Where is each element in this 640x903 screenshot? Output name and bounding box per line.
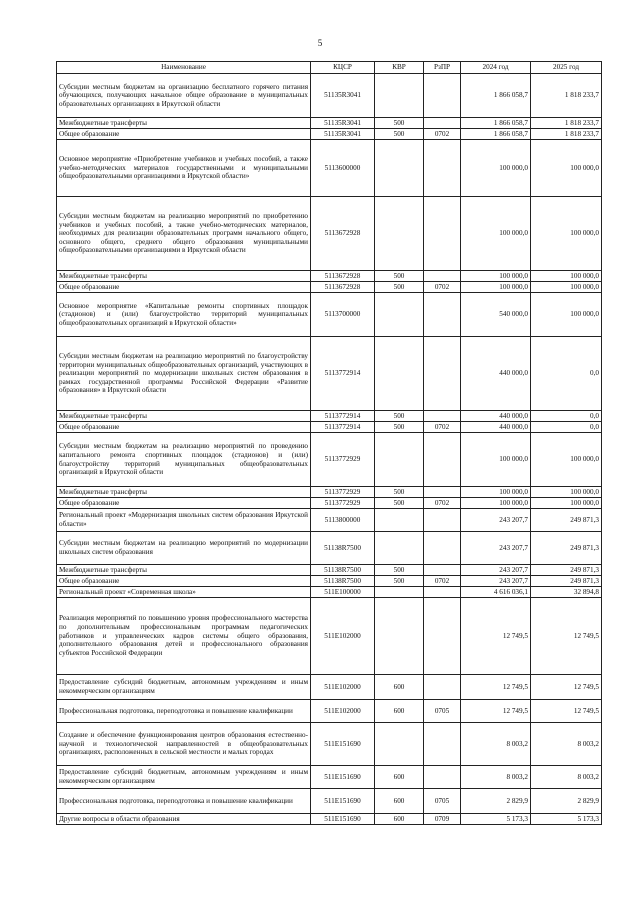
table-row <box>57 293 602 337</box>
row-2025: 249 871,3 <box>531 565 602 576</box>
row-rzpr <box>424 532 461 565</box>
row-kcsr: 511E102000 <box>311 598 375 675</box>
row-name: Межбюджетные трансферты <box>57 118 311 129</box>
table-row <box>57 587 602 598</box>
row-name: Основное мероприятие «Капитальные ремонты спортивных площадок (стадионов) и (или) благоустройство территорий муниципальных общеобразовательных организаций в Иркутской области» <box>57 293 311 337</box>
row-kcsr: 511E100000 <box>311 587 375 598</box>
row-2025: 1 818 233,7 <box>531 74 602 118</box>
row-kcsr: 5113800000 <box>311 509 375 532</box>
row-kvr: 500 <box>375 271 424 282</box>
row-2024: 100 000,0 <box>461 197 531 271</box>
row-name: Субсидии местным бюджетам на реализацию мероприятий по приобретению учебников и учебных пособий, а также учебно-методических материалов, необходимых для реализации образовательных программ начального общего, основного общего, среднего общего образования муниципальными общеобразовательными организациями в Иркутской области <box>57 197 311 271</box>
row-kcsr: 5113772914 <box>311 422 375 433</box>
row-rzpr <box>424 766 461 789</box>
row-kcsr: 5113772929 <box>311 498 375 509</box>
row-name: Общее образование <box>57 422 311 433</box>
row-name: Общее образование <box>57 129 311 140</box>
row-2025: 100 000,0 <box>531 282 602 293</box>
row-2025: 1 818 233,7 <box>531 129 602 140</box>
row-2024: 440 000,0 <box>461 422 531 433</box>
row-2024: 8 003,2 <box>461 723 531 766</box>
row-rzpr <box>424 271 461 282</box>
row-kvr: 500 <box>375 487 424 498</box>
row-kcsr: 511E102000 <box>311 700 375 723</box>
row-name: Общее образование <box>57 576 311 587</box>
row-2024: 243 207,7 <box>461 509 531 532</box>
row-2025: 249 871,3 <box>531 576 602 587</box>
row-kvr <box>375 598 424 675</box>
row-2025: 249 871,3 <box>531 509 602 532</box>
row-2025: 12 749,5 <box>531 598 602 675</box>
table-row <box>57 509 602 532</box>
row-rzpr <box>424 723 461 766</box>
row-kvr <box>375 140 424 197</box>
row-kcsr: 51138R7500 <box>311 576 375 587</box>
row-2024: 100 000,0 <box>461 487 531 498</box>
row-2024: 243 207,7 <box>461 565 531 576</box>
table-row <box>57 337 602 411</box>
row-kcsr: 511E151690 <box>311 814 375 825</box>
row-2024: 8 003,2 <box>461 766 531 789</box>
row-rzpr: 0702 <box>424 576 461 587</box>
row-name: Субсидии местным бюджетам на реализацию мероприятий по проведению капитального ремонта спортивных площадок (стадионов) и (или) благоустройству территорий муниципальных общеобразовательных организаций в Иркутской области <box>57 433 311 487</box>
row-2025: 0,0 <box>531 337 602 411</box>
row-name: Субсидии местным бюджетам на реализацию мероприятий по благоустройству территории муниципальных общеобразовательных организаций, участвующих в реализации мероприятий по модернизации школьных систем образования в рамках государственной программы Российской Федерации «Развитие образования» в Иркутской области <box>57 337 311 411</box>
row-name: Региональный проект «Современная школа» <box>57 587 311 598</box>
row-kvr: 600 <box>375 700 424 723</box>
table-row <box>57 433 602 487</box>
row-rzpr <box>424 587 461 598</box>
row-name: Профессиональная подготовка, переподготовка и повышение квалификации <box>57 789 311 814</box>
row-rzpr <box>424 411 461 422</box>
row-kvr <box>375 433 424 487</box>
table-row <box>57 140 602 197</box>
row-rzpr <box>424 487 461 498</box>
row-name: Межбюджетные трансферты <box>57 271 311 282</box>
row-kvr: 500 <box>375 422 424 433</box>
row-2024: 440 000,0 <box>461 337 531 411</box>
row-kvr <box>375 293 424 337</box>
row-kvr <box>375 587 424 598</box>
row-rzpr <box>424 140 461 197</box>
row-kvr: 500 <box>375 282 424 293</box>
row-2025: 1 818 233,7 <box>531 118 602 129</box>
row-2025: 0,0 <box>531 411 602 422</box>
row-kcsr: 51138R7500 <box>311 532 375 565</box>
table-row <box>57 74 602 118</box>
header-2024: 2024 год <box>461 62 531 74</box>
row-kvr: 600 <box>375 789 424 814</box>
table-row <box>57 271 602 282</box>
row-2024: 1 866 058,7 <box>461 74 531 118</box>
row-name: Общее образование <box>57 498 311 509</box>
row-kcsr: 511E102000 <box>311 675 375 700</box>
header-kcsr: КЦСР <box>311 62 375 74</box>
row-rzpr: 0709 <box>424 814 461 825</box>
row-rzpr <box>424 293 461 337</box>
row-kvr <box>375 723 424 766</box>
row-2024: 4 616 036,1 <box>461 587 531 598</box>
row-rzpr <box>424 118 461 129</box>
row-2025: 249 871,3 <box>531 532 602 565</box>
row-name: Субсидии местным бюджетам на реализацию мероприятий по модернизации школьных систем образования <box>57 532 311 565</box>
row-kvr: 600 <box>375 814 424 825</box>
row-rzpr <box>424 598 461 675</box>
row-rzpr: 0702 <box>424 498 461 509</box>
row-2024: 243 207,7 <box>461 532 531 565</box>
row-kcsr: 5113772914 <box>311 411 375 422</box>
row-2025: 100 000,0 <box>531 293 602 337</box>
row-kcsr: 5113600000 <box>311 140 375 197</box>
row-2025: 32 894,8 <box>531 587 602 598</box>
row-kcsr: 5113772929 <box>311 487 375 498</box>
row-2025: 12 749,5 <box>531 675 602 700</box>
row-kvr: 500 <box>375 576 424 587</box>
row-kvr <box>375 532 424 565</box>
row-2024: 100 000,0 <box>461 282 531 293</box>
row-2025: 100 000,0 <box>531 487 602 498</box>
row-kcsr: 5113672928 <box>311 282 375 293</box>
row-kcsr: 5113772929 <box>311 433 375 487</box>
row-rzpr: 0702 <box>424 282 461 293</box>
page-number: 5 <box>317 38 323 48</box>
row-kvr: 500 <box>375 411 424 422</box>
row-kcsr: 51138R7500 <box>311 565 375 576</box>
row-kcsr: 51135R3041 <box>311 129 375 140</box>
table-row <box>57 498 602 509</box>
table-row <box>57 598 602 675</box>
row-2025: 2 829,9 <box>531 789 602 814</box>
row-name: Основное мероприятие «Приобретение учебников и учебных пособий, а также учебно-методических материалов государственными и муниципальными общеобразовательными организациями в Иркутской области» <box>57 140 311 197</box>
row-2024: 440 000,0 <box>461 411 531 422</box>
table-row <box>57 129 602 140</box>
table-row <box>57 766 602 789</box>
row-2025: 100 000,0 <box>531 140 602 197</box>
row-name: Межбюджетные трансферты <box>57 411 311 422</box>
row-name: Реализация мероприятий по повышению уровня профессионального мастерства по дополнительным профессиональным программам педагогических работников и управленческих кадров системы общего образования, дополнительного образования детей и профессионального образования субъектов Российской Федерации <box>57 598 311 675</box>
table-row <box>57 422 602 433</box>
header-kvr: КВР <box>375 62 424 74</box>
budget-table <box>56 61 602 825</box>
row-2025: 5 173,3 <box>531 814 602 825</box>
table-row <box>57 411 602 422</box>
row-kcsr: 5113672928 <box>311 271 375 282</box>
row-2024: 12 749,5 <box>461 598 531 675</box>
row-kcsr: 5113700000 <box>311 293 375 337</box>
table-row <box>57 700 602 723</box>
row-rzpr: 0705 <box>424 700 461 723</box>
row-2024: 5 173,3 <box>461 814 531 825</box>
row-rzpr: 0705 <box>424 789 461 814</box>
row-2024: 12 749,5 <box>461 700 531 723</box>
table-header-row <box>57 62 602 74</box>
row-2025: 8 003,2 <box>531 723 602 766</box>
table-row <box>57 675 602 700</box>
row-name: Создание и обеспечение функционирования центров образования естественно-научной и технологической направленностей в общеобразовательных организациях, расположенных в сельской местности и малых городах <box>57 723 311 766</box>
row-name: Профессиональная подготовка, переподготовка и повышение квалификации <box>57 700 311 723</box>
row-rzpr <box>424 337 461 411</box>
row-2024: 243 207,7 <box>461 576 531 587</box>
row-2024: 100 000,0 <box>461 140 531 197</box>
row-2025: 12 749,5 <box>531 700 602 723</box>
row-kvr <box>375 74 424 118</box>
row-2024: 100 000,0 <box>461 271 531 282</box>
row-kvr: 500 <box>375 118 424 129</box>
row-rzpr: 0702 <box>424 422 461 433</box>
row-rzpr <box>424 433 461 487</box>
row-name: Предоставление субсидий бюджетным, автономным учреждениям и иным некоммерческим организациям <box>57 675 311 700</box>
table-row <box>57 532 602 565</box>
row-rzpr <box>424 197 461 271</box>
row-2025: 100 000,0 <box>531 271 602 282</box>
row-kcsr: 51135R3041 <box>311 74 375 118</box>
row-kvr: 600 <box>375 766 424 789</box>
row-name: Другие вопросы в области образования <box>57 814 311 825</box>
row-kcsr: 511E151690 <box>311 789 375 814</box>
row-kcsr: 51135R3041 <box>311 118 375 129</box>
row-2024: 100 000,0 <box>461 433 531 487</box>
table-row <box>57 723 602 766</box>
row-kvr <box>375 337 424 411</box>
table-row <box>57 197 602 271</box>
row-kvr <box>375 197 424 271</box>
row-name: Предоставление субсидий бюджетным, автономным учреждениям и иным некоммерческим организациям <box>57 766 311 789</box>
row-2024: 1 866 058,7 <box>461 118 531 129</box>
row-kcsr: 511E151690 <box>311 766 375 789</box>
row-name: Межбюджетные трансферты <box>57 565 311 576</box>
header-2025: 2025 год <box>531 62 602 74</box>
row-kvr <box>375 509 424 532</box>
row-rzpr <box>424 74 461 118</box>
row-2024: 2 829,9 <box>461 789 531 814</box>
table-row <box>57 814 602 825</box>
table-row <box>57 576 602 587</box>
row-2024: 540 000,0 <box>461 293 531 337</box>
row-2025: 100 000,0 <box>531 433 602 487</box>
table-row <box>57 282 602 293</box>
row-kcsr: 511E151690 <box>311 723 375 766</box>
row-2024: 1 866 058,7 <box>461 129 531 140</box>
row-kcsr: 5113772914 <box>311 337 375 411</box>
row-rzpr <box>424 675 461 700</box>
row-name: Межбюджетные трансферты <box>57 487 311 498</box>
row-2024: 100 000,0 <box>461 498 531 509</box>
row-rzpr <box>424 565 461 576</box>
row-rzpr: 0702 <box>424 129 461 140</box>
row-kvr: 500 <box>375 498 424 509</box>
row-kvr: 500 <box>375 129 424 140</box>
row-2025: 100 000,0 <box>531 197 602 271</box>
row-name: Субсидии местным бюджетам на организацию бесплатного горячего питания обучающихся, получающих начальное общее образование в муниципальных образовательных организациях в Иркутской области <box>57 74 311 118</box>
table-row <box>57 487 602 498</box>
row-name: Общее образование <box>57 282 311 293</box>
row-2025: 0,0 <box>531 422 602 433</box>
row-name: Региональный проект «Модернизация школьных систем образования Иркутской области» <box>57 509 311 532</box>
row-rzpr <box>424 509 461 532</box>
row-kvr: 500 <box>375 565 424 576</box>
row-kvr: 600 <box>375 675 424 700</box>
header-name: Наименование <box>57 62 311 74</box>
header-rzpr: РзПР <box>424 62 461 74</box>
table-row <box>57 565 602 576</box>
row-kcsr: 5113672928 <box>311 197 375 271</box>
row-2025: 8 003,2 <box>531 766 602 789</box>
row-2025: 100 000,0 <box>531 498 602 509</box>
table-row <box>57 789 602 814</box>
table-row <box>57 118 602 129</box>
row-2024: 12 749,5 <box>461 675 531 700</box>
